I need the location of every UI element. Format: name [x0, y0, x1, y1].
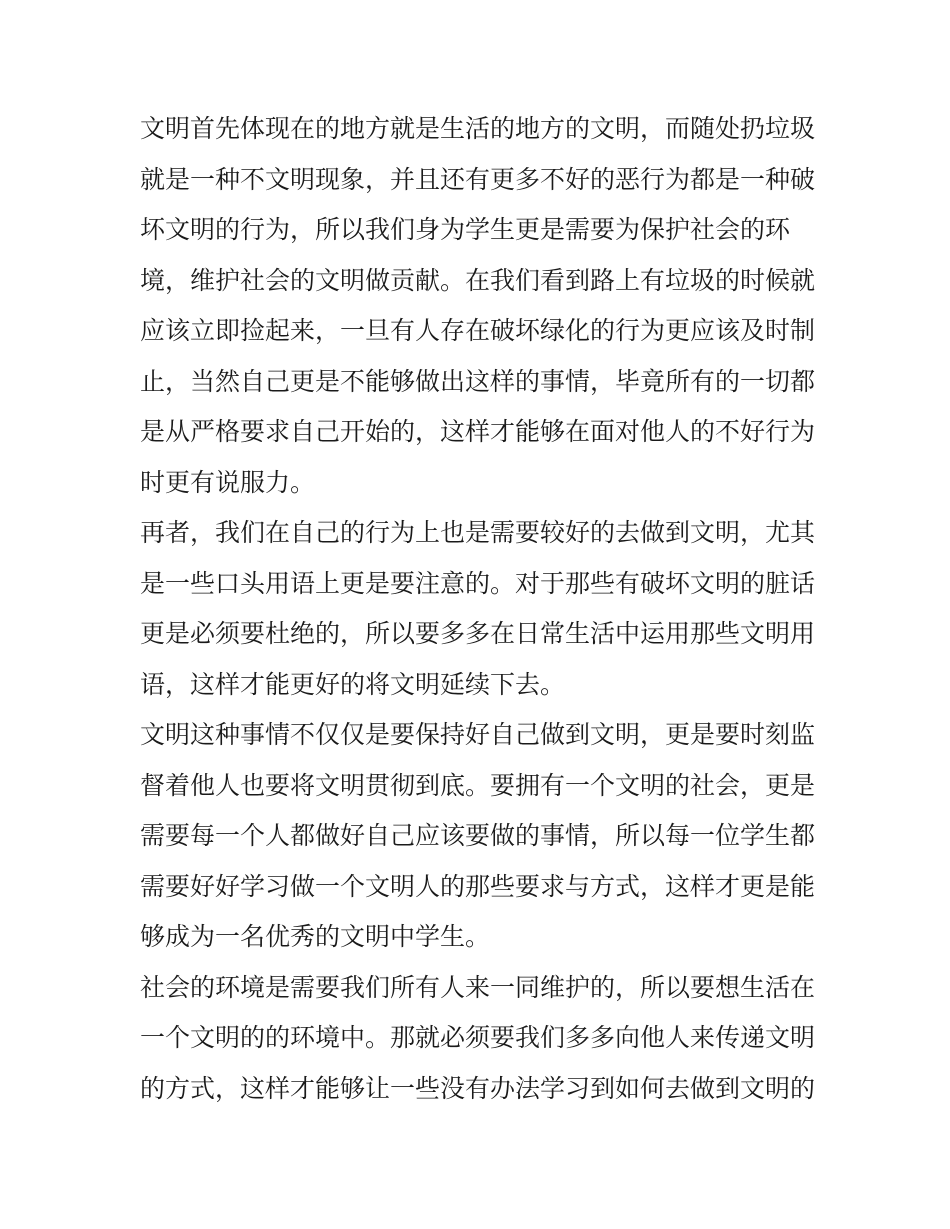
- text-line: 时更有说服力。: [140, 467, 316, 497]
- document-body-text: [140, 104, 820, 1114]
- text-line: 的方式，这样才能够让一些没有办法学习到如何去做到文明的: [140, 1073, 816, 1103]
- text-line: 坏文明的行为，所以我们身为学生更是需要为保护社会的环: [140, 215, 791, 244]
- text-line: 需要每一个人都做好自己应该要做的事情，所以每一位学生都: [140, 821, 816, 850]
- text-line: 止，当然自己更是不能够做出这样的事情，毕竟所有的一切都: [140, 366, 816, 396]
- text-line: 境，维护社会的文明做贡献。在我们看到路上有垃圾的时候就: [140, 265, 816, 295]
- text-line: 再者，我们在自己的行为上也是需要较好的去做到文明，尤其: [140, 518, 816, 547]
- text-line: 文明这种事情不仅仅是要保持好自己做到文明，更是要时刻监: [140, 720, 816, 749]
- text-line: 更是必须要杜绝的，所以要多多在日常生活中运用那些文明用: [140, 619, 816, 648]
- text-line: 够成为一名优秀的文明中学生。: [140, 922, 491, 951]
- text-line: 就是一种不文明现象，并且还有更多不好的恶行为都是一种破: [140, 164, 816, 194]
- text-line: 社会的环境是需要我们所有人来一同维护的，所以要想生活在: [140, 972, 816, 1002]
- text-line: 需要好好学习做一个文明人的那些要求与方式，这样才更是能: [140, 871, 816, 901]
- text-line: 督着他人也要将文明贯彻到底。要拥有一个文明的社会，更是: [140, 770, 816, 800]
- text-line: 是从严格要求自己开始的，这样才能够在面对他人的不好行为: [140, 417, 816, 446]
- text-line: 一个文明的的环境中。那就必须要我们多多向他人来传递文明: [140, 1023, 816, 1052]
- text-line: 应该立即捡起来，一旦有人存在破坏绿化的行为更应该及时制: [140, 316, 816, 345]
- text-line: 是一些口头用语上更是要注意的。对于那些有破坏文明的脏话: [140, 568, 816, 598]
- text-line: 文明首先体现在的地方就是生活的地方的文明，而随处扔垃圾: [140, 114, 816, 143]
- text-line: 语，这样才能更好的将文明延续下去。: [140, 669, 566, 699]
